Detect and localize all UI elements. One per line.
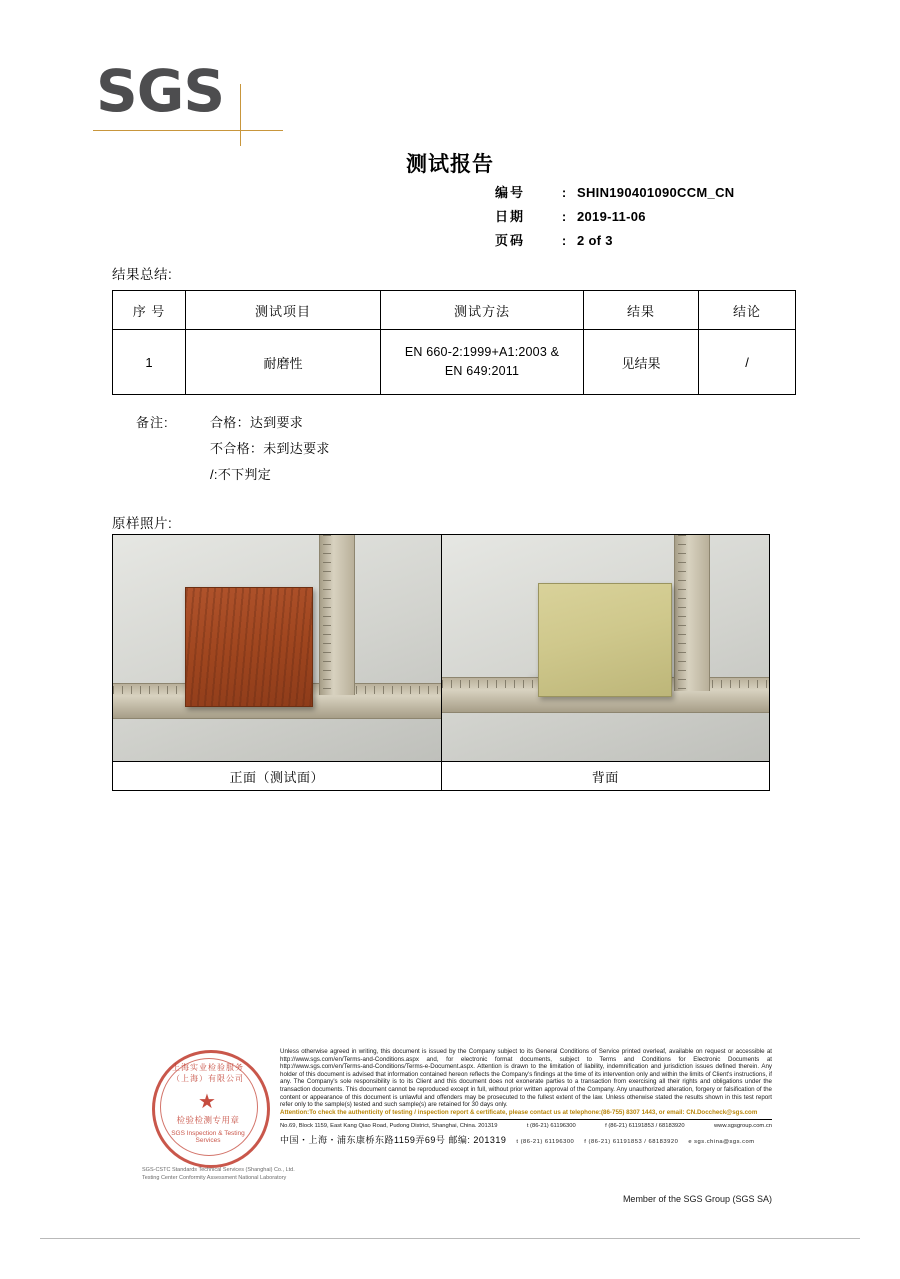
meta-colon-date: : — [561, 209, 567, 224]
stamp-footer-line-2: Testing Center Conformity Assessment National Laboratory — [142, 1175, 287, 1181]
ruler-ticks-vertical — [323, 535, 331, 695]
member-note: Member of the SGS Group (SGS SA) — [622, 1194, 772, 1204]
report-meta — [495, 182, 734, 254]
summary-heading: 结果总结: — [112, 267, 173, 282]
header-conclusion: 结论 — [699, 291, 796, 330]
page-title: 测试报告 — [406, 153, 494, 176]
page-footer — [112, 1042, 772, 1202]
meta-label-date: 日期 — [495, 209, 526, 224]
sample-photo-back — [442, 535, 770, 761]
remarks-block — [136, 412, 330, 490]
photo-cell-front — [113, 535, 442, 762]
ruler-ticks-vertical-back — [678, 535, 686, 691]
sample-photo-front — [113, 535, 441, 761]
photo-caption-front: 正面（测试面） — [113, 762, 442, 791]
logo-underline — [93, 130, 283, 131]
table-row — [113, 330, 796, 395]
star-icon: ★ — [198, 1091, 216, 1113]
address-cn: 中国・上海・浦东康桥东路1159弄69号 邮编: 201319 — [280, 1135, 507, 1146]
header-result: 结果 — [584, 291, 699, 330]
email-cn: e sgs.china@sgs.com — [688, 1139, 755, 1146]
meta-label-number: 编号 — [495, 185, 526, 200]
tel-en: t (86-21) 61196300 — [526, 1123, 576, 1130]
remarks-label: 备注: — [136, 415, 169, 430]
website-en: www.sgsgroup.com.cn — [714, 1123, 772, 1130]
remarks-row-2 — [136, 438, 330, 464]
remarks-row-3 — [136, 464, 330, 490]
bottom-divider — [40, 1238, 860, 1239]
header-item: 测试项目 — [186, 291, 381, 330]
remarks-term-2: 不合格： — [210, 441, 264, 456]
stamp-top-text: 上海实业检验服务（上海）有限公司 — [172, 1063, 244, 1083]
sample-specimen-back — [538, 583, 672, 697]
cell-result: 见结果 — [584, 330, 699, 395]
stamp-footer-lines — [142, 1166, 302, 1182]
results-table — [112, 290, 796, 395]
meta-colon-page: : — [561, 233, 567, 248]
cell-no: 1 — [113, 330, 186, 395]
legal-divider — [280, 1119, 772, 1146]
remarks-term-3: /: — [210, 467, 218, 482]
photo-cell-back — [441, 535, 770, 762]
meta-value-number: SHIN190401090CCM_CN — [577, 185, 735, 200]
meta-row-number — [495, 182, 734, 206]
meta-row-date — [495, 206, 734, 230]
photo-row — [113, 535, 770, 762]
cell-item: 耐磨性 — [186, 330, 381, 395]
address-en: No.69, Block 1159, East Kang Qiao Road, Pudong District, Shanghai, China. 201319 — [280, 1123, 498, 1130]
sample-specimen-front — [185, 587, 313, 707]
cell-conclusion: / — [699, 330, 796, 395]
cell-method — [381, 330, 584, 395]
sgs-logo-text: SGS — [96, 57, 225, 125]
company-stamp — [142, 1048, 295, 1181]
legal-paragraph: Unless otherwise agreed in writing, this document is issued by the Company subject to its General Conditions of Service printed overleaf, available on request or accessible at http://www.sgs.com/en/Terms-and-Conditions.aspx and, for electronic format documents, subject to Terms and Conditions for Electronic Documents at http://www.sgs.com/en/Terms-and-Conditions/Terms-e-Document.aspx. Attention is drawn to the limitation of liability, indemnification and jurisdiction issues defined therein. Any holder of this document is advised that information contained hereon reflects the Company's findings at the time of its intervention only and within the limits of Client's instructions, if any. The Company's sole responsibility is to its Client and this document does not exonerate parties to a transaction from exercising all their rights and obligations under the transaction documents. This document cannot be reproduced except in full, without prior written approval of the Company. Any unauthorized alteration, forgery or falsification of the content or appearance of this document is unlawful and offenders may be prosecuted to the fullest extent of the law. Unless otherwise stated the results shown in this test report refer only to the sample(s) tested and such sample(s) are retained for 30 days only. — [280, 1048, 772, 1109]
address-row-en — [280, 1122, 772, 1131]
sample-photos-table — [112, 534, 770, 791]
ruler-vertical — [319, 535, 355, 695]
caption-row — [113, 762, 770, 791]
remarks-text-2: 未到达要求 — [263, 441, 330, 456]
stamp-bottom-text: SGS Inspection & Testing Services — [171, 1130, 245, 1144]
stamp-footer-line-1: SGS-CSTC Standards Technical Services (Shanghai) Co., Ltd. — [142, 1167, 295, 1173]
legal-notice — [280, 1048, 772, 1146]
cell-method-line-1: EN 660-2:1999+A1:2003 & — [404, 345, 560, 359]
header-method: 测试方法 — [381, 291, 584, 330]
meta-label-page: 页码 — [495, 233, 526, 248]
meta-row-page — [495, 230, 734, 254]
sgs-logo — [96, 57, 356, 142]
photos-heading: 原样照片: — [112, 516, 173, 531]
remarks-row-1 — [136, 412, 330, 438]
ruler-vertical-back — [674, 535, 710, 691]
remarks-text-3: 不下判定 — [217, 467, 272, 482]
address-row-cn — [280, 1133, 772, 1146]
table-header-row — [113, 291, 796, 330]
stamp-mid-text: 检验检测专用章 — [176, 1115, 240, 1125]
cell-method-line-2: EN 649:2011 — [444, 364, 520, 378]
remarks-text-1: 达到要求 — [249, 415, 304, 430]
tel-cn: t (86-21) 61196300 — [516, 1139, 575, 1146]
remarks-term-1: 合格： — [210, 415, 250, 430]
header-no: 序 号 — [113, 291, 186, 330]
meta-value-date: 2019-11-06 — [577, 209, 646, 224]
fax-en: f (86-21) 61191853 / 68183920 — [605, 1123, 685, 1130]
meta-colon-number: : — [561, 185, 567, 200]
photo-caption-back: 背面 — [441, 762, 770, 791]
fax-cn: f (86-21) 61191853 / 68183920 — [584, 1139, 679, 1146]
meta-value-page: 2 of 3 — [577, 233, 613, 248]
legal-attention: Attention:To check the authenticity of testing / inspection report & certificate, please contact us at telephone:(86-755) 8307 1443, or email: CN.Doccheck@sgs.com — [280, 1108, 758, 1116]
logo-tick — [240, 84, 241, 146]
